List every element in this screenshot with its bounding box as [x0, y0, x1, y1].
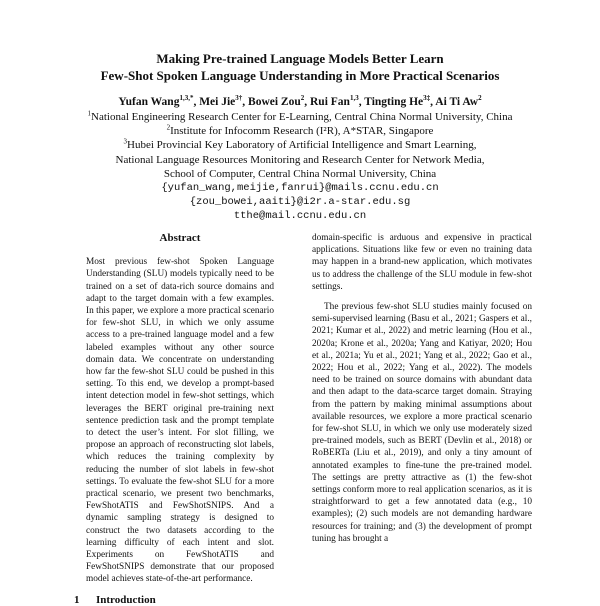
- section-title: Introduction: [96, 593, 156, 606]
- email-line-1: {yufan_wang,meijie,fanrui}@mails.ccnu.edu.cn: [161, 182, 439, 195]
- right-column: [312, 232, 532, 553]
- author-name: Yufan Wang: [118, 96, 180, 108]
- author-marks: 1,3,*: [179, 94, 194, 103]
- affiliation-mark: 1: [87, 109, 92, 118]
- author-list: Yufan Wang$^{1,3,*}$, Mei Jie$^{3\dagger}$, Bowei Zou$^2$, Rui Fan$^{1,3}$, Tingting $He^{3\ddagger}$, Ai Ti Aw$^2$: [118, 94, 482, 108]
- affiliation-1: [0, 110, 600, 124]
- affiliation-text: Institute for Infocomm Research (I²R), A*STAR, Singapore: [170, 125, 434, 138]
- author-name: Rui Fan: [310, 96, 350, 108]
- author-marks: 2: [300, 94, 305, 103]
- affiliation-3-line-2: National Language Resources Monitoring and Research Center for Network Media,: [115, 153, 485, 166]
- author-marks: 1,3: [349, 94, 359, 103]
- title-line-2: Few-Shot Spoken Language Understanding in More Practical Scenarios: [100, 68, 500, 83]
- body-paragraph-1: domain-specific is arduous and expensive in practical applications. Situations like few or even no training data may happen in a brand-new application, which motivates us to address the challenge of the SLU module in few-shot settings.: [312, 233, 532, 292]
- affiliation-mark: 2: [166, 123, 171, 132]
- affiliation-3: [0, 138, 600, 152]
- author-name: Ai Ti Aw: [435, 96, 479, 108]
- affiliation-3-line-3: School of Computer, Central China Normal University, China: [163, 167, 437, 180]
- section-number: 1: [74, 593, 80, 606]
- author-name: Bowei Zou: [248, 96, 301, 108]
- affiliation-text: National Engineering Research Center for E-Learning, Central China Normal University, China: [91, 111, 513, 123]
- abstract-heading: Abstract: [159, 232, 201, 244]
- body-paragraph-2: The previous few-shot SLU studies mainly focused on semi-supervised learning (Basu et al., 2021; Gaspers et al., 2021; Kumar et al., 2022) and metric learning (Hou et al., 2020a; Krone et al., 2020a; Yang and Katiyar, 2020; Hou et al., 2021a; Yu et al., 2021; Yang et al., 2022; Gao et al., 2022; Hou et al., 2022; Yang et al., 2022). The models need to be trained on source domains with abundant data and then adapt to the data-scarce target domain. Straying from the pattern by making minimal assumptions about available resources, we explore a more practical scenario for few-shot SLU, in which we only use moderately sized pre-trained models, such as BERT (Devlin et al., 2018) or RoBERTa (Liu et al., 2019), and only a tiny amount of annotated examples to fine-tune the pre-trained model. The settings are pretty attractive as (1) the few-shot settings conform more to real application scenarios, as it is straightforward to get a few annotated data (e.g., 10 examples); (2) such models are not demanding hardware resources for training; and (3) the development of prompt tuning has brought a: [312, 302, 532, 544]
- paper-title: [0, 50, 600, 84]
- left-column: [74, 232, 274, 606]
- email-line-2: {zou_bowei,aaiti}@i2r.a-star.edu.sg: [189, 196, 411, 209]
- affiliation-text: Hubei Provincial Key Laboratory of Artificial Intelligence and Smart Learning,: [127, 139, 477, 152]
- author-name: Mei Jie: [199, 96, 236, 108]
- author-marks: 2: [478, 94, 482, 103]
- affiliation-2: [0, 124, 600, 138]
- author-name: Tingting He: [364, 96, 424, 108]
- author-marks: 3‡: [423, 94, 431, 103]
- author-marks: 3†: [235, 94, 243, 103]
- abstract-text: Most previous few-shot Spoken Language Understanding (SLU) models typically need to be trained on a set of data-rich source domains and adapt to the target domain with a few examples. In this paper, we explore a more practical scenario for few-shot SLU, in which we only assume access to a pre-trained language model and a few labeled examples without any other source domain data. We concentrate on understanding how far the few-shot SLU could be pushed in this setting. To this end, we develop a prompt-based intent detection model in few-shot settings, which leverages the BERT original pre-training next sentence prediction task and the prompt template to detect the user’s intent. For slot filling, we propose an approach of reconstructing slot labels, which reduces the training complexity by reducing the number of slot labels in few-shot settings. To evaluate the few-shot SLU for a more practical scenario, we present two benchmarks, FewShotATIS and FewShotSNIPS. And a dynamic sampling strategy is designed to construct the two datasets according to the learning difficulty of each intent and slot. Experiments on FewShotATIS and FewShotSNIPS demonstrate that our proposed model achieves state-of-the-art performance.: [86, 257, 274, 585]
- email-line-3: tthe@mail.ccnu.edu.cn: [233, 210, 367, 223]
- title-line-1: Making Pre-trained Language Models Better Learn: [156, 51, 444, 66]
- affiliations: [0, 110, 600, 224]
- affiliation-mark: 3: [123, 137, 128, 146]
